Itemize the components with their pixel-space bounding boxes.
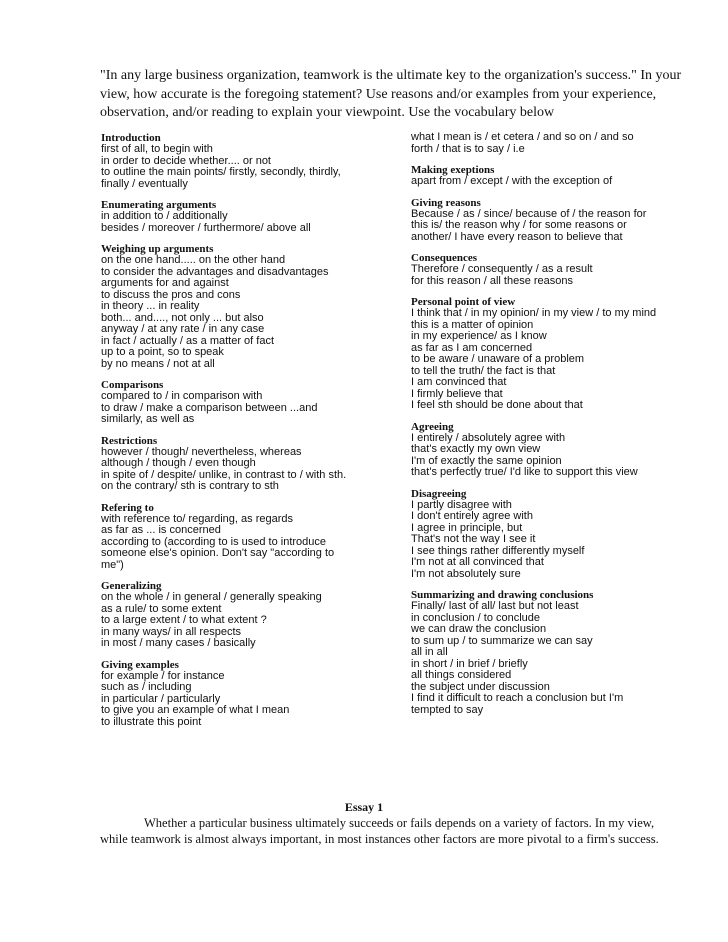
vocab-section (411, 589, 711, 716)
vocab-line: this is a matter of opinion (411, 318, 534, 331)
vocab-section (411, 488, 711, 581)
vocab-line: to consider the advantages and disadvantages (101, 265, 329, 278)
section-heading: Restrictions (101, 434, 158, 447)
vocab-line: forth / that is to say / i.e (411, 142, 525, 155)
vocab-line: as far as I am concerned (411, 341, 533, 354)
vocab-line: with reference to/ regarding, as regards (101, 512, 293, 525)
vocab-line: Because / as / since/ because of / the reason for (411, 207, 647, 220)
section-heading: Refering to (101, 501, 154, 514)
vocab-line: I'm of exactly the same opinion (411, 454, 562, 467)
vocab-line: me") (101, 558, 124, 571)
vocab-line: first of all, to begin with (101, 143, 213, 155)
vocab-section (101, 435, 391, 493)
vocab-line: compared to / in comparison with (101, 390, 263, 402)
vocab-line: that's exactly my own view (411, 443, 541, 455)
vocab-section (101, 659, 391, 729)
vocab-line: by no means / not at all (101, 357, 215, 370)
vocab-line: similarly, as well as (101, 413, 195, 425)
vocab-line: although / though / even though (101, 457, 256, 469)
section-heading: Generalizing (101, 580, 162, 592)
vocab-line: tempted to say (411, 703, 484, 716)
vocab-line: to tell the truth/ the fact is that (411, 364, 556, 377)
vocab-line: all in all (411, 646, 448, 658)
vocab-section (411, 296, 711, 412)
vocab-line: to illustrate this point (101, 715, 202, 728)
vocab-line: to outline the main points/ firstly, secondly, thirdly, (101, 166, 341, 178)
vocab-line: on the whole / in general / generally speaking (101, 591, 322, 603)
vocab-line: on the contrary/ sth is contrary to sth (101, 480, 279, 492)
vocab-line: another/ I have every reason to believe that (411, 230, 623, 243)
vocab-section (101, 580, 391, 650)
vocab-line: I partly disagree with (411, 498, 512, 511)
vocab-line: all things considered (411, 669, 512, 681)
vocab-line: I am convinced that (411, 376, 507, 388)
vocabulary-left-column (101, 132, 391, 737)
vocab-line: in particular / particularly (101, 692, 221, 705)
vocab-line: as far as ... is concerned (101, 524, 221, 536)
vocab-line: I think that / in my opinion/ in my view / to my mind (411, 307, 657, 319)
vocab-section (411, 252, 711, 287)
section-heading: Comparisons (101, 379, 164, 391)
section-heading: Giving reasons (411, 196, 481, 209)
vocabulary-right-column (411, 132, 711, 725)
vocab-line: what I mean is / et cetera / and so on / and so (411, 131, 634, 143)
left-sections (101, 132, 391, 728)
vocab-line: I firmly believe that (411, 387, 503, 400)
vocab-line: I entirely / absolutely agree with (411, 431, 566, 444)
vocab-line: in addition to / additionally (101, 210, 228, 222)
vocab-line: that's perfectly true/ I'd like to support this view (411, 466, 638, 478)
vocab-line: Therefore / consequently / as a result (411, 263, 593, 275)
vocab-line: I'm not at all convinced that (411, 556, 544, 568)
vocab-line: I'm not absolutely sure (411, 567, 521, 580)
vocab-section (411, 197, 711, 244)
vocab-line: finally / eventually (101, 177, 188, 190)
section-heading: Enumerating arguments (101, 199, 217, 211)
vocab-line: That's not the way I see it (411, 533, 536, 545)
vocab-line: to sum up / to summarize we can say (411, 634, 593, 647)
vocab-line: both... and...., not only ... but also (101, 311, 264, 324)
section-heading: Summarizing and drawing conclusions (411, 589, 594, 601)
vocab-line: besides / moreover / furthermore/ above all (101, 221, 311, 234)
vocab-line: in most / many cases / basically (101, 637, 256, 649)
right-sections (411, 164, 711, 716)
vocab-line: to give you an example of what I mean (101, 704, 290, 716)
vocab-line: apart from / except / with the exception of (411, 175, 613, 187)
vocab-line: the subject under discussion (411, 680, 550, 693)
vocab-line: arguments for and against (101, 277, 229, 289)
vocab-line: in fact / actually / as a matter of fact (101, 334, 275, 347)
essay-prompt: "In any large business organization, teamwork is the ultimate key to the organization's success." In your view, how accurate is the foregoing statement? Use reasons and/or examples from your experience, observation, and/or reading to explain your viewpoint. Use the vocabulary below (100, 68, 682, 120)
vocab-line: I don't entirely agree with (411, 510, 533, 522)
vocab-line: we can draw the conclusion (411, 623, 547, 635)
vocab-line: according to (according to is used to introduce (101, 535, 327, 548)
vocab-line: in theory ... in reality (101, 300, 200, 312)
vocab-line: Finally/ last of all/ last but not least (411, 600, 579, 612)
vocab-line: I feel sth should be done about that (411, 399, 583, 411)
vocab-line: in spite of / despite/ unlike, in contrast to / with sth. (101, 468, 347, 481)
vocab-line: as a rule/ to some extent (101, 602, 222, 615)
vocab-section (101, 199, 391, 234)
vocab-line: for this reason / all these reasons (411, 274, 574, 287)
vocab-line: for example / for instance (101, 669, 225, 682)
section-heading: Making exeptions (411, 164, 495, 176)
vocab-line: to draw / make a comparison between ...and (101, 401, 318, 414)
section-heading: Agreeing (411, 420, 454, 433)
vocab-section (411, 164, 711, 188)
section-heading: Disagreeing (411, 487, 467, 500)
vocab-line: up to a point, so to speak (101, 346, 224, 358)
vocab-line: in many ways/ in all respects (101, 625, 241, 638)
section-heading: Giving examples (101, 658, 179, 671)
section-heading: Weighing up arguments (101, 243, 214, 255)
vocab-line: this is/ the reason why / for some reasons or (411, 219, 627, 231)
vocab-line: I agree in principle, but (411, 521, 523, 534)
vocab-line: I see things rather differently myself (411, 544, 585, 557)
section-heading: Introduction (101, 132, 161, 144)
section-heading: Personal point of view (411, 296, 516, 308)
vocab-line: in short / in brief / briefly (411, 657, 528, 670)
vocab-line: in order to decide whether.... or not (101, 154, 271, 167)
vocab-line: in conclusion / to conclude (411, 611, 541, 624)
right-intro (411, 132, 711, 155)
vocab-section (101, 243, 391, 370)
vocab-line: I find it difficult to reach a conclusion but I'm (411, 692, 624, 704)
vocab-line: to discuss the pros and cons (101, 288, 241, 301)
vocab-line: in my experience/ as I know (411, 330, 547, 342)
vocab-section (101, 132, 391, 190)
vocab-section (101, 379, 391, 426)
vocab-line: to a large extent / to what extent ? (101, 614, 267, 626)
essay-title: Essay 1 (344, 800, 384, 814)
vocab-line: such as / including (101, 681, 192, 693)
vocab-line: to be aware / unaware of a problem (411, 353, 585, 365)
section-heading: Consequences (411, 252, 478, 264)
essay-body: Whether a particular business ultimately succeeds or fails depends on a variety of factors. In my view, while teamwork is almost always important, in most instances other factors are more pivotal to a firm's success. (100, 816, 659, 846)
vocab-line: on the one hand..... on the other hand (101, 254, 286, 266)
vocab-section (411, 421, 711, 479)
vocab-line: someone else's opinion. Don't say "according to (101, 547, 335, 559)
vocab-line: however / though/ nevertheless, whereas (101, 445, 302, 458)
vocab-line: anyway / at any rate / in any case (101, 323, 265, 335)
vocab-section (101, 502, 391, 572)
